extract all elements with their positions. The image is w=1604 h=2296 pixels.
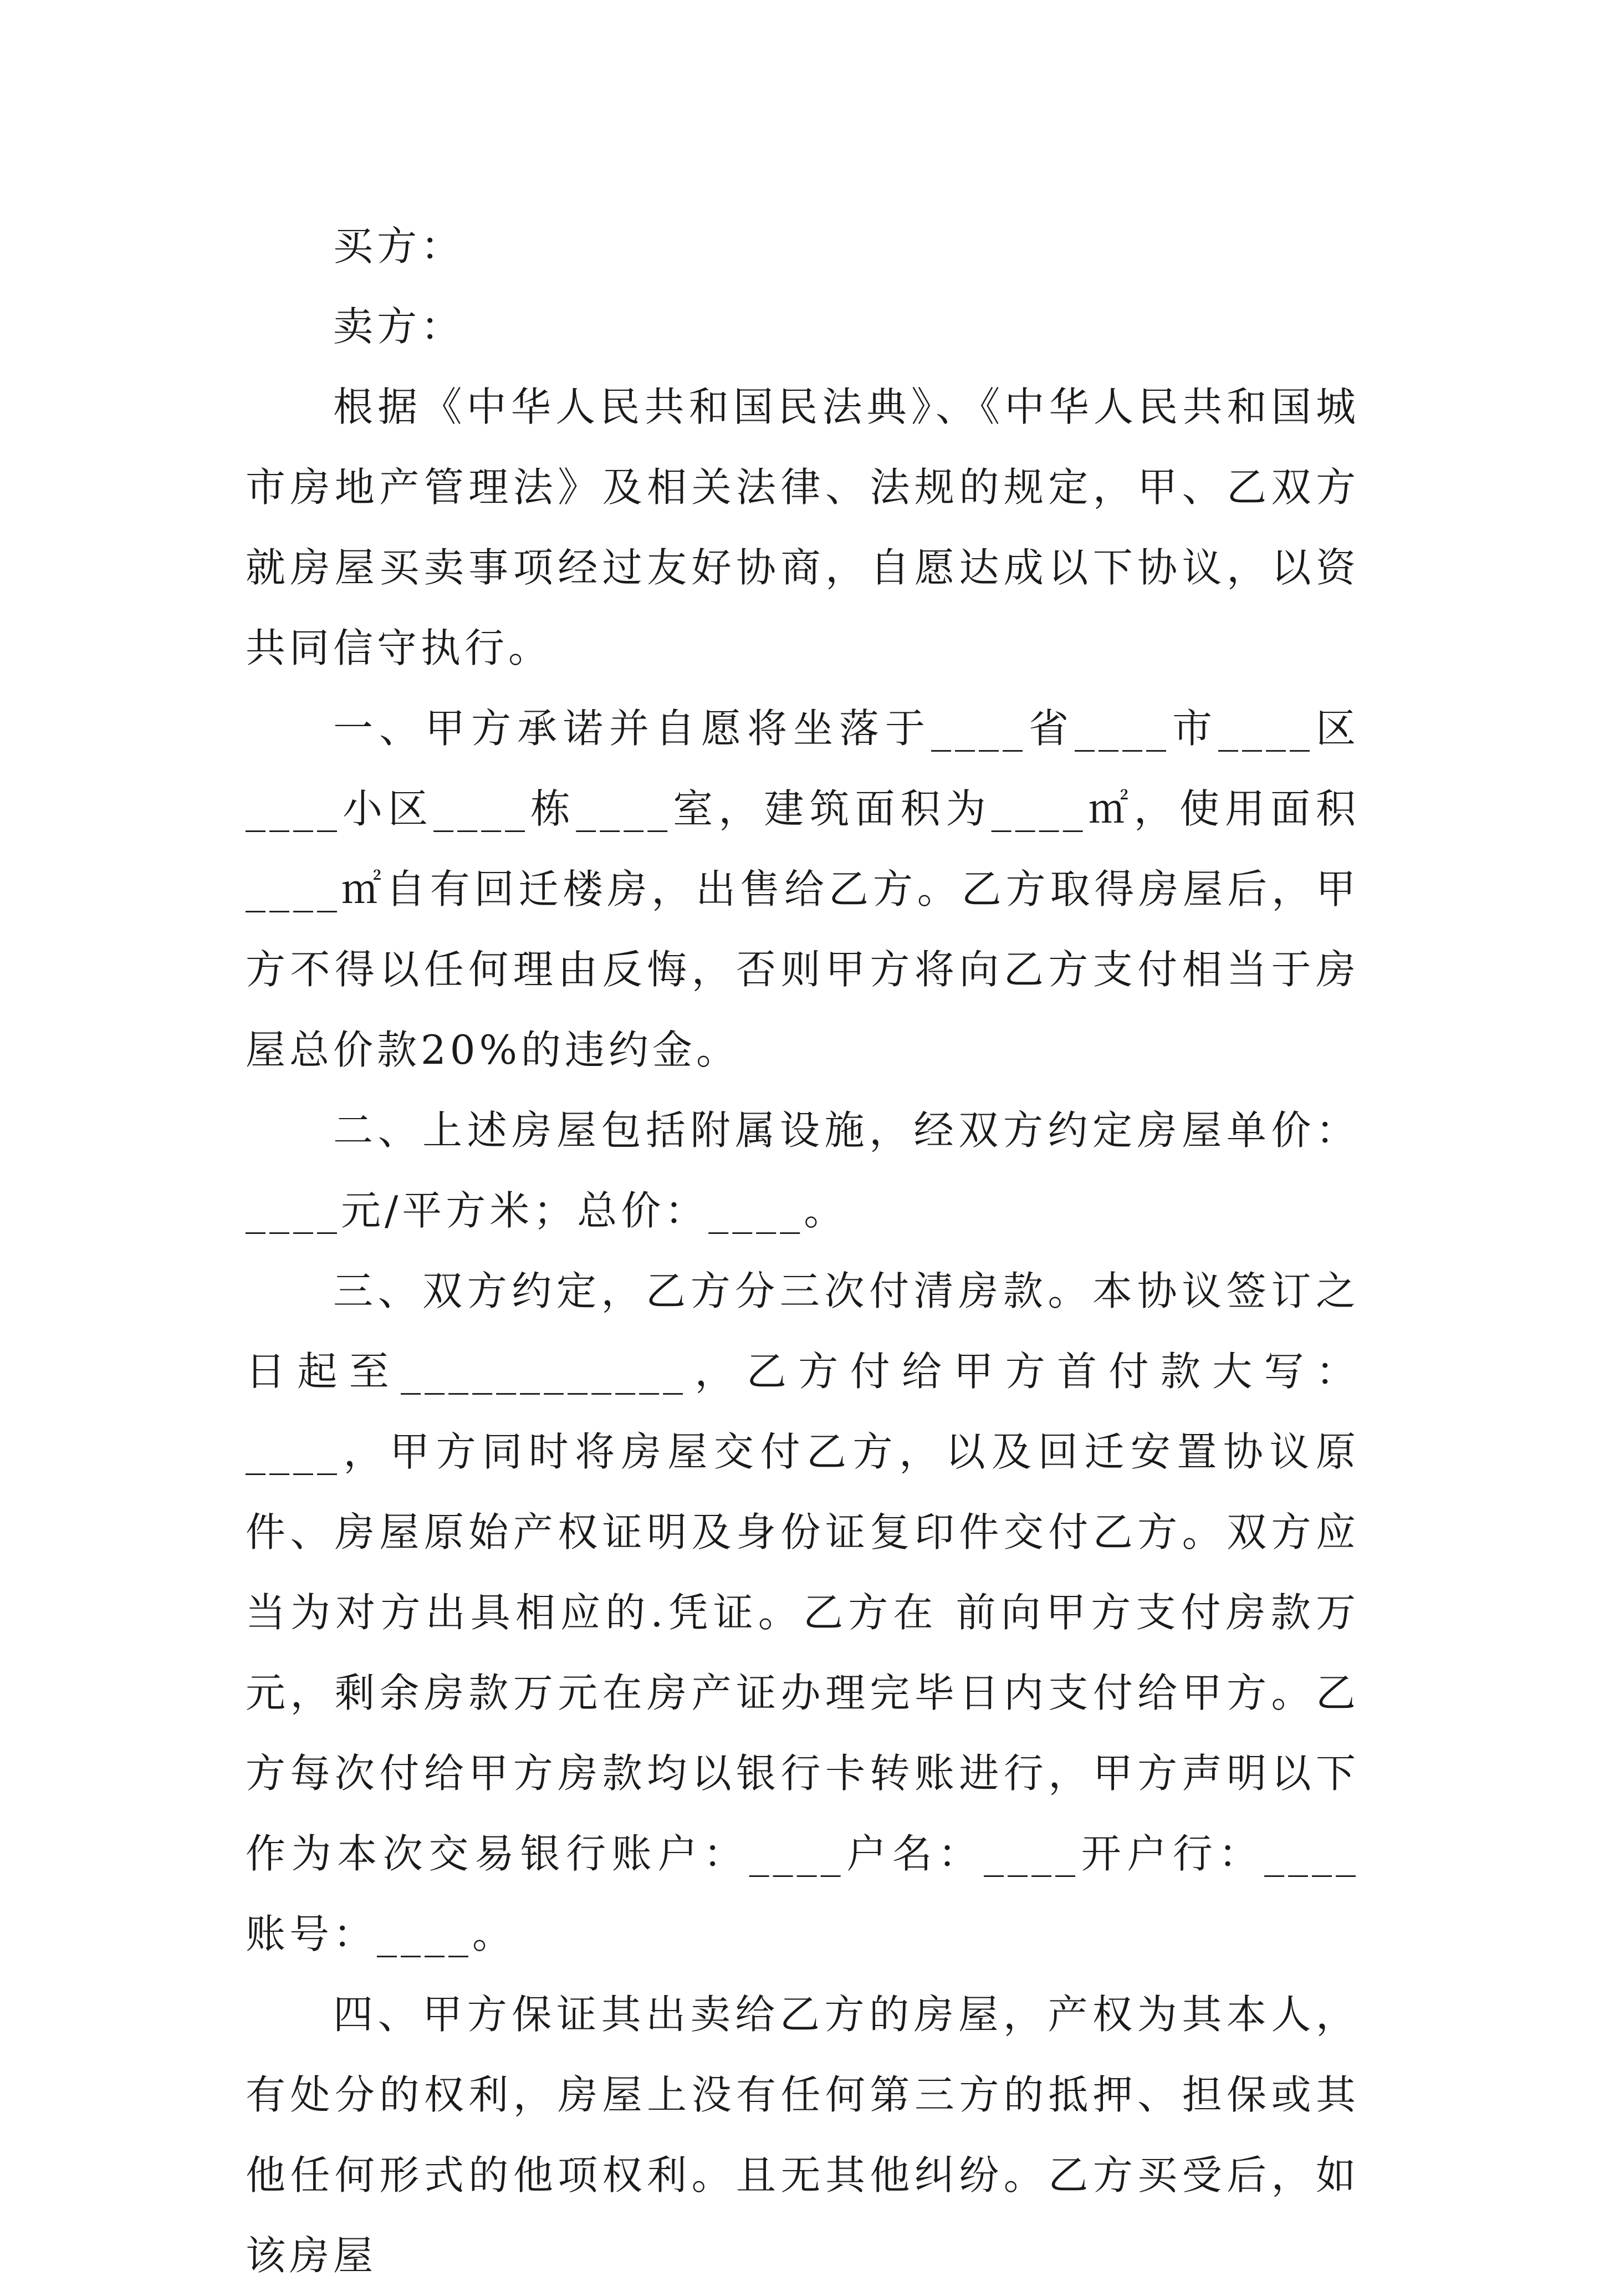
seller-line: 卖方： — [333, 303, 465, 350]
document-body — [246, 206, 1360, 2296]
preamble-paragraph: 根据《中华人民共和国民法典》、《中华人民共和国城市房地产管理法》及相关法律、法规的规定，甲、乙双方就房屋买卖事项经过友好协商，自愿达成以下协议，以资共同信守执行。 — [246, 384, 1360, 671]
clause-4-paragraph: 四、甲方保证其出卖给乙方的房屋，产权为其本人，有处分的权利，房屋上没有任何第三方的抵押、担保或其他任何形式的他项权利。且无其他纠纷。乙方买受后，如该房屋 — [246, 1991, 1360, 2279]
clause-3-paragraph: 三、双方约定，乙方分三次付清房款。本协议签订之日起至____________，乙方付给甲方首付款大写：____，甲方同时将房屋交付乙方，以及回迁安置协议原件、房屋原始产权证明及身份证复印件交付乙方。双方应当为对方出具相应的.凭证。乙方在 前向甲方支付房款万元，剩余房款万元在房产证办理完毕日内支付给甲方。乙方每次付给甲方房款均以银行卡转账进行，甲方声明以下作为本次交易银行账户：____户名：____开户行：____账号：____。 — [246, 1268, 1360, 1957]
clause-2-paragraph: 二、上述房屋包括附属设施，经双方约定房屋单价：____元/平方米；总价：____。 — [246, 1107, 1360, 1234]
clause-1-paragraph: 一、甲方承诺并自愿将坐落于____省____市____区____小区____栋____室，建筑面积为____㎡，使用面积____㎡自有回迁楼房，出售给乙方。乙方取得房屋后，甲方不得以任何理由反悔，否则甲方将向乙方支付相当于房屋总价款20%的违约金。 — [246, 705, 1360, 1073]
buyer-line: 买方： — [333, 223, 465, 269]
